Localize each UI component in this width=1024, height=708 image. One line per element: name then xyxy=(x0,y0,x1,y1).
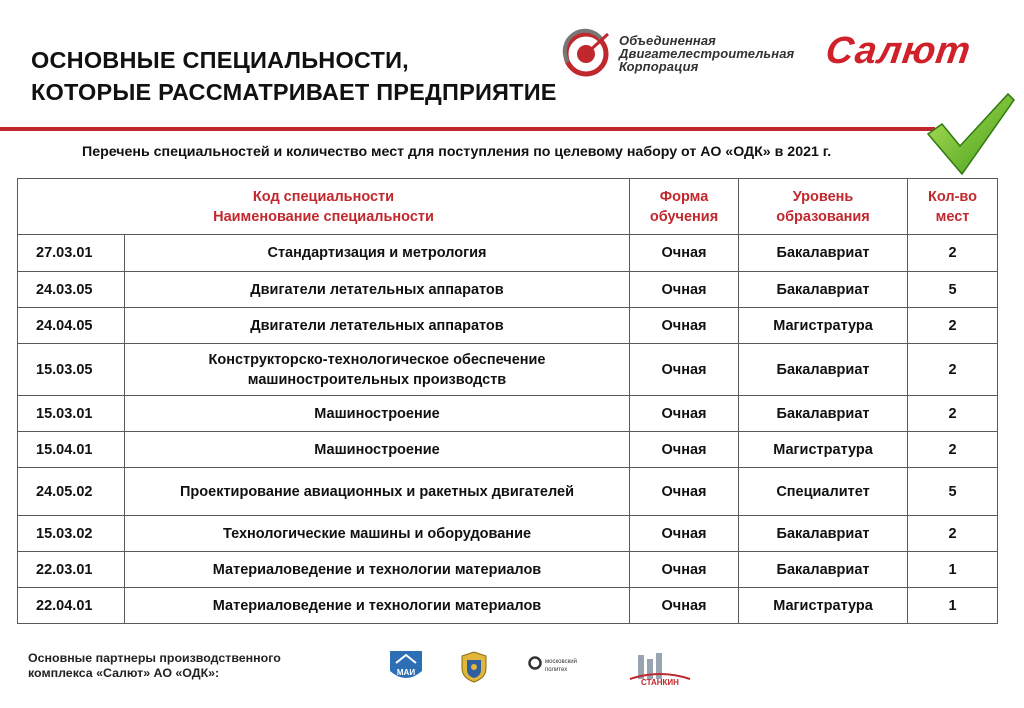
cell-code: 24.05.02 xyxy=(18,468,125,516)
cell-name xyxy=(125,468,630,516)
salut-brand-logo: Салют xyxy=(823,30,974,72)
cell-form: Очная xyxy=(630,272,739,308)
cell-name-line: Конструкторско-технологическое обеспечение xyxy=(208,351,546,368)
cell-code: 27.03.01 xyxy=(18,235,125,272)
cell-level: Магистратура xyxy=(739,308,908,344)
cell-name xyxy=(125,344,630,396)
header-seats-line-1: Кол-во xyxy=(928,188,977,205)
cell-seats: 2 xyxy=(908,308,998,344)
title-line-1: ОСНОВНЫЕ СПЕЦИАЛЬНОСТИ, xyxy=(31,47,409,73)
cell-level: Специалитет xyxy=(739,468,908,516)
moscow-polytech-logo-icon xyxy=(528,656,542,670)
cell-name-line: Материаловедение и технологии материалов xyxy=(212,561,542,578)
partners-line-1: Основные партнеры производственного xyxy=(28,651,281,665)
table-row xyxy=(18,432,998,468)
cell-form: Очная xyxy=(630,235,739,272)
table-row xyxy=(18,396,998,432)
cell-level: Магистратура xyxy=(739,432,908,468)
table-header-row xyxy=(18,179,998,235)
cell-seats: 2 xyxy=(908,396,998,432)
odk-logo-icon xyxy=(556,28,616,80)
header-form-line-2: обучения xyxy=(649,208,719,225)
cell-form: Очная xyxy=(630,516,739,552)
cell-seats: 2 xyxy=(908,344,998,396)
cell-name-line: Машиностроение xyxy=(314,441,440,458)
polytech-line-2: политех xyxy=(545,667,568,673)
stankin-logo-icon xyxy=(628,651,692,687)
mai-logo-text: МАИ xyxy=(396,668,416,677)
cell-name xyxy=(125,588,630,624)
cell-level: Бакалавриат xyxy=(739,552,908,588)
checkmark-icon xyxy=(924,88,1016,178)
cell-code: 15.03.01 xyxy=(18,396,125,432)
cell-name xyxy=(125,235,630,272)
table-row xyxy=(18,588,998,624)
cell-form: Очная xyxy=(630,432,739,468)
title-line-2: КОТОРЫЕ РАССМАТРИВАЕТ ПРЕДПРИЯТИЕ xyxy=(31,79,557,105)
table-caption: Перечень специальностей и количество мест для поступления по целевому набору от АО «ОДК» в 2021 г. xyxy=(82,144,832,160)
table-row xyxy=(18,235,998,272)
cell-level: Бакалавриат xyxy=(739,272,908,308)
cell-name-line: Технологические машины и оборудование xyxy=(222,525,532,542)
header-seats xyxy=(908,179,998,235)
cell-name-line: Проектирование авиационных и ракетных двигателей xyxy=(180,483,574,500)
cell-seats: 5 xyxy=(908,468,998,516)
cell-name-line: Стандартизация и метрология xyxy=(267,245,487,261)
cell-name-line: Материаловедение и технологии материалов xyxy=(212,597,542,614)
page-title xyxy=(31,44,591,108)
cell-level: Бакалавриат xyxy=(739,516,908,552)
cell-seats: 1 xyxy=(908,552,998,588)
cell-form: Очная xyxy=(630,552,739,588)
cell-name xyxy=(125,432,630,468)
header-form xyxy=(630,179,739,235)
cell-seats: 5 xyxy=(908,272,998,308)
cell-form: Очная xyxy=(630,308,739,344)
cell-seats: 1 xyxy=(908,588,998,624)
cell-name xyxy=(125,308,630,344)
cell-code: 15.03.05 xyxy=(18,344,125,396)
header-level-line-1: Уровень xyxy=(792,188,854,205)
cell-name xyxy=(125,396,630,432)
cell-name xyxy=(125,272,630,308)
stankin-logo-text: СТАНКИН xyxy=(641,678,679,687)
cell-form: Очная xyxy=(630,344,739,396)
specialties-table xyxy=(17,178,998,624)
header-code-name xyxy=(18,179,630,235)
polytech-line-1: московский xyxy=(545,659,577,665)
cell-name xyxy=(125,552,630,588)
odk-line-1: Объединенная xyxy=(619,33,716,48)
cell-level: Магистратура xyxy=(739,588,908,624)
cell-seats: 2 xyxy=(908,432,998,468)
cell-code: 22.03.01 xyxy=(18,552,125,588)
header-level-line-2: образования xyxy=(776,208,870,225)
cell-level: Бакалавриат xyxy=(739,344,908,396)
cell-name-line: Двигатели летательных аппаратов xyxy=(250,317,504,334)
header-level xyxy=(739,179,908,235)
cell-level: Бакалавриат xyxy=(739,396,908,432)
mai-logo-icon xyxy=(386,649,426,685)
cell-code: 24.04.05 xyxy=(18,308,125,344)
table-row xyxy=(18,468,998,516)
cell-name-line: машиностроительных производств xyxy=(247,371,507,388)
cell-name xyxy=(125,516,630,552)
header-name: Наименование специальности xyxy=(213,208,434,225)
cell-name-line: Двигатели летательных аппаратов xyxy=(250,281,504,298)
cell-name-line: Машиностроение xyxy=(314,405,440,422)
table-row xyxy=(18,308,998,344)
partners-line-2: комплекса «Салют» АО «ОДК»: xyxy=(28,666,220,680)
table-row xyxy=(18,344,998,396)
header-seats-line-2: мест xyxy=(935,208,970,225)
odk-line-2: Двигателестроительная xyxy=(619,46,795,61)
header-code: Код специальности xyxy=(252,188,395,205)
cell-code: 24.03.05 xyxy=(18,272,125,308)
cell-form: Очная xyxy=(630,468,739,516)
cell-code: 15.04.01 xyxy=(18,432,125,468)
header-form-line-1: Форма xyxy=(659,188,709,205)
odk-line-3: Корпорация xyxy=(619,59,699,74)
header-divider xyxy=(0,127,935,131)
cell-level: Бакалавриат xyxy=(739,235,908,272)
partners-label xyxy=(28,651,281,681)
cell-code: 22.04.01 xyxy=(18,588,125,624)
odk-wordmark xyxy=(619,34,794,73)
cell-seats: 2 xyxy=(908,516,998,552)
cell-code: 15.03.02 xyxy=(18,516,125,552)
cell-form: Очная xyxy=(630,396,739,432)
coat-of-arms-logo-icon xyxy=(458,650,490,684)
cell-seats: 2 xyxy=(908,235,998,272)
moscow-polytech-logo-text xyxy=(543,655,603,677)
table-row xyxy=(18,516,998,552)
table-row xyxy=(18,272,998,308)
table-row xyxy=(18,552,998,588)
cell-form: Очная xyxy=(630,588,739,624)
